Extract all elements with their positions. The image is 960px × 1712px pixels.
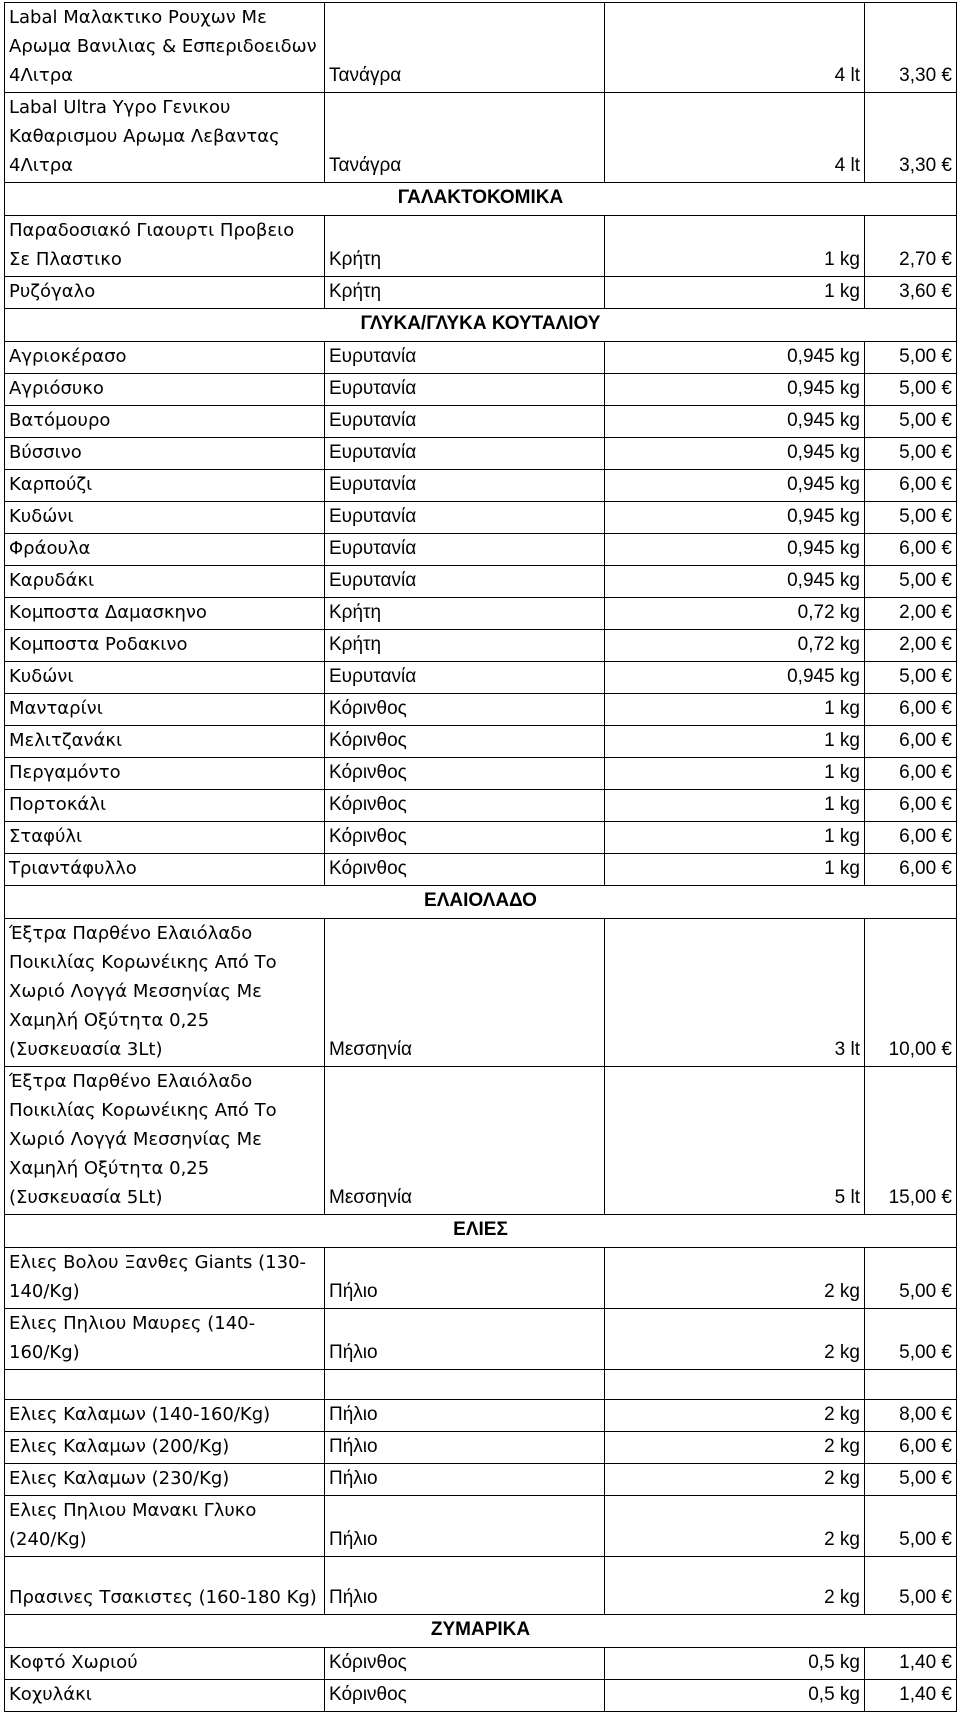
price-cell: 6,00 €	[865, 854, 957, 886]
origin-cell: Τανάγρα	[325, 93, 605, 183]
product-name-cell: Labal Μαλακτικο Ρουχων Με Αρωμα Βανιλιας & Εσπεριδοειδων 4Λιτρα	[5, 3, 325, 93]
origin-cell: Κόρινθος	[325, 726, 605, 758]
origin-cell: Ευρυτανία	[325, 502, 605, 534]
table-row	[5, 694, 957, 726]
table-row	[5, 790, 957, 822]
quantity-cell: 0,945 kg	[605, 534, 865, 566]
origin-cell: Κόρινθος	[325, 694, 605, 726]
origin-cell: Ευρυτανία	[325, 438, 605, 470]
price-cell: 5,00 €	[865, 1496, 957, 1557]
price-cell: 5,00 €	[865, 342, 957, 374]
section-title: ΕΛΙΕΣ	[5, 1215, 957, 1248]
table-row	[5, 534, 957, 566]
price-cell: 8,00 €	[865, 1400, 957, 1432]
quantity-cell: 0,945 kg	[605, 438, 865, 470]
origin-cell: Κόρινθος	[325, 1680, 605, 1712]
price-cell: 6,00 €	[865, 790, 957, 822]
price-cell: 5,00 €	[865, 566, 957, 598]
quantity-cell: 0,945 kg	[605, 374, 865, 406]
product-name-cell: Αγριοκέρασο	[5, 342, 325, 374]
product-name-cell: Κυδώνι	[5, 502, 325, 534]
table-row	[5, 374, 957, 406]
price-cell: 2,70 €	[865, 216, 957, 277]
origin-cell: Πήλιο	[325, 1248, 605, 1309]
origin-cell: Τανάγρα	[325, 3, 605, 93]
price-cell: 6,00 €	[865, 758, 957, 790]
price-cell: 5,00 €	[865, 502, 957, 534]
table-row	[5, 1432, 957, 1464]
quantity-cell: 2 kg	[605, 1309, 865, 1370]
quantity-cell: 1 kg	[605, 726, 865, 758]
table-row	[5, 277, 957, 309]
origin-cell: Ευρυτανία	[325, 662, 605, 694]
quantity-cell: 2 kg	[605, 1400, 865, 1432]
quantity-cell: 0,945 kg	[605, 502, 865, 534]
quantity-cell: 4 lt	[605, 93, 865, 183]
quantity-cell: 2 kg	[605, 1557, 865, 1615]
product-name-cell: Καρπούζι	[5, 470, 325, 502]
quantity-cell: 2 kg	[605, 1248, 865, 1309]
product-name-cell: Βύσσινο	[5, 438, 325, 470]
quantity-cell: 0,72 kg	[605, 598, 865, 630]
product-name-cell: Κομποστα Ροδακινο	[5, 630, 325, 662]
origin-cell: Ευρυτανία	[325, 406, 605, 438]
table-row	[5, 758, 957, 790]
quantity-cell: 0,945 kg	[605, 342, 865, 374]
table-row	[5, 598, 957, 630]
product-name-cell: Κοχυλάκι	[5, 1680, 325, 1712]
quantity-cell: 0,945 kg	[605, 662, 865, 694]
table-row	[5, 406, 957, 438]
price-cell: 5,00 €	[865, 406, 957, 438]
quantity-cell: 2 kg	[605, 1432, 865, 1464]
quantity-cell: 0,5 kg	[605, 1680, 865, 1712]
origin-cell: Πήλιο	[325, 1557, 605, 1615]
product-name-cell: Κοφτό Χωριού	[5, 1648, 325, 1680]
table-row	[5, 854, 957, 886]
product-name-cell: Πορτοκάλι	[5, 790, 325, 822]
origin-cell: Πήλιο	[325, 1400, 605, 1432]
table-row	[5, 822, 957, 854]
table-row	[5, 1400, 957, 1432]
product-name-cell: Παραδοσιακό Γιαουρτι Προβειο Σε Πλαστικο	[5, 216, 325, 277]
quantity-cell: 1 kg	[605, 216, 865, 277]
origin-cell: Κρήτη	[325, 630, 605, 662]
price-cell: 5,00 €	[865, 1248, 957, 1309]
origin-cell: Πήλιο	[325, 1309, 605, 1370]
price-cell: 2,00 €	[865, 630, 957, 662]
table-row	[5, 1464, 957, 1496]
quantity-cell: 0,945 kg	[605, 470, 865, 502]
origin-cell: Ευρυτανία	[325, 534, 605, 566]
product-name-cell: Τριαντάφυλλο	[5, 854, 325, 886]
product-name-cell: Πρασινες Τσακιστες (160-180 Kg)	[5, 1557, 325, 1615]
table-row	[5, 919, 957, 1067]
price-cell: 6,00 €	[865, 694, 957, 726]
quantity-cell: 0,945 kg	[605, 406, 865, 438]
quantity-cell: 1 kg	[605, 790, 865, 822]
product-name-cell: Labal Ultra Υγρο Γενικου Καθαρισμου Αρωμα Λεβαντας 4Λιτρα	[5, 93, 325, 183]
origin-cell: Κόρινθος	[325, 790, 605, 822]
quantity-cell: 1 kg	[605, 758, 865, 790]
section-header-row	[5, 886, 957, 919]
origin-cell	[325, 1370, 605, 1400]
table-row	[5, 662, 957, 694]
origin-cell: Μεσσηνία	[325, 919, 605, 1067]
quantity-cell: 1 kg	[605, 694, 865, 726]
product-name-cell: Ρυζόγαλο	[5, 277, 325, 309]
product-name-cell: Ελιες Πηλιου Μαυρες (140-160/Kg)	[5, 1309, 325, 1370]
price-cell: 6,00 €	[865, 822, 957, 854]
quantity-cell: 3 lt	[605, 919, 865, 1067]
table-row	[5, 93, 957, 183]
table-row	[5, 566, 957, 598]
price-cell: 6,00 €	[865, 726, 957, 758]
price-cell: 6,00 €	[865, 470, 957, 502]
product-name-cell: Κομποστα Δαμασκηνο	[5, 598, 325, 630]
product-name-cell: Ελιες Καλαμων (140-160/Kg)	[5, 1400, 325, 1432]
section-title: ΓΑΛΑΚΤΟΚΟΜΙΚΑ	[5, 183, 957, 216]
origin-cell: Πήλιο	[325, 1496, 605, 1557]
table-row	[5, 726, 957, 758]
price-cell: 15,00 €	[865, 1067, 957, 1215]
price-cell: 5,00 €	[865, 374, 957, 406]
price-cell: 1,40 €	[865, 1680, 957, 1712]
origin-cell: Ευρυτανία	[325, 342, 605, 374]
price-list-body	[5, 3, 957, 1712]
price-cell: 5,00 €	[865, 1309, 957, 1370]
price-cell: 10,00 €	[865, 919, 957, 1067]
table-row	[5, 3, 957, 93]
origin-cell: Κόρινθος	[325, 1648, 605, 1680]
price-cell: 3,30 €	[865, 3, 957, 93]
section-header-row	[5, 1215, 957, 1248]
price-cell: 5,00 €	[865, 438, 957, 470]
product-name-cell: Περγαμόντο	[5, 758, 325, 790]
table-row	[5, 1680, 957, 1712]
table-row	[5, 1309, 957, 1370]
origin-cell: Ευρυτανία	[325, 566, 605, 598]
quantity-cell: 2 kg	[605, 1464, 865, 1496]
product-name-cell: Έξτρα Παρθένο Ελαιόλαδο Ποικιλίας Κορωνέικης Από Το Χωριό Λογγά Μεσσηνίας Με Χαμηλή Οξύτητα 0,25 (Συσκευασία 5Lt)	[5, 1067, 325, 1215]
price-cell: 6,00 €	[865, 534, 957, 566]
table-row	[5, 438, 957, 470]
section-title: ΖΥΜΑΡΙΚΑ	[5, 1615, 957, 1648]
table-row	[5, 1370, 957, 1400]
product-name-cell: Έξτρα Παρθένο Ελαιόλαδο Ποικιλίας Κορωνέικης Από Το Χωριό Λογγά Μεσσηνίας Με Χαμηλή Οξύτητα 0,25 (Συσκευασία 3Lt)	[5, 919, 325, 1067]
product-name-cell: Σταφύλι	[5, 822, 325, 854]
quantity-cell: 0,72 kg	[605, 630, 865, 662]
table-row	[5, 470, 957, 502]
product-name-cell: Ελιες Καλαμων (200/Kg)	[5, 1432, 325, 1464]
product-name-cell: Ελιες Βολου Ξανθες Giants (130-140/Kg)	[5, 1248, 325, 1309]
origin-cell: Κρήτη	[325, 216, 605, 277]
product-name-cell: Κυδώνι	[5, 662, 325, 694]
section-header-row	[5, 183, 957, 216]
origin-cell: Κόρινθος	[325, 854, 605, 886]
price-cell: 3,30 €	[865, 93, 957, 183]
origin-cell: Κρήτη	[325, 598, 605, 630]
product-name-cell: Μανταρίνι	[5, 694, 325, 726]
product-name-cell: Φράουλα	[5, 534, 325, 566]
origin-cell: Πήλιο	[325, 1432, 605, 1464]
quantity-cell: 5 lt	[605, 1067, 865, 1215]
product-name-cell: Βατόμουρο	[5, 406, 325, 438]
quantity-cell	[605, 1370, 865, 1400]
table-row	[5, 216, 957, 277]
quantity-cell: 0,945 kg	[605, 566, 865, 598]
product-name-cell	[5, 1370, 325, 1400]
quantity-cell: 0,5 kg	[605, 1648, 865, 1680]
table-row	[5, 1557, 957, 1615]
origin-cell: Ευρυτανία	[325, 374, 605, 406]
origin-cell: Πήλιο	[325, 1464, 605, 1496]
section-header-row	[5, 1615, 957, 1648]
price-cell: 1,40 €	[865, 1648, 957, 1680]
product-name-cell: Αγριόσυκο	[5, 374, 325, 406]
section-header-row	[5, 309, 957, 342]
price-cell: 6,00 €	[865, 1432, 957, 1464]
product-name-cell: Μελιτζανάκι	[5, 726, 325, 758]
table-row	[5, 1067, 957, 1215]
origin-cell: Ευρυτανία	[325, 470, 605, 502]
quantity-cell: 1 kg	[605, 822, 865, 854]
quantity-cell: 2 kg	[605, 1496, 865, 1557]
quantity-cell: 1 kg	[605, 277, 865, 309]
price-cell: 5,00 €	[865, 662, 957, 694]
origin-cell: Μεσσηνία	[325, 1067, 605, 1215]
section-title: ΓΛΥΚΑ/ΓΛΥΚΑ ΚΟΥΤΑΛΙΟΥ	[5, 309, 957, 342]
table-row	[5, 1496, 957, 1557]
price-cell: 3,60 €	[865, 277, 957, 309]
product-name-cell: Ελιες Καλαμων (230/Kg)	[5, 1464, 325, 1496]
origin-cell: Κόρινθος	[325, 758, 605, 790]
table-row	[5, 1648, 957, 1680]
table-row	[5, 1248, 957, 1309]
price-cell	[865, 1370, 957, 1400]
price-list-table	[4, 2, 957, 1712]
price-cell: 2,00 €	[865, 598, 957, 630]
section-title: ΕΛΑΙΟΛΑΔΟ	[5, 886, 957, 919]
quantity-cell: 4 lt	[605, 3, 865, 93]
table-row	[5, 342, 957, 374]
product-name-cell: Καρυδάκι	[5, 566, 325, 598]
origin-cell: Κόρινθος	[325, 822, 605, 854]
table-row	[5, 630, 957, 662]
origin-cell: Κρήτη	[325, 277, 605, 309]
product-name-cell: Ελιες Πηλιου Μανακι Γλυκο (240/Kg)	[5, 1496, 325, 1557]
price-cell: 5,00 €	[865, 1464, 957, 1496]
quantity-cell: 1 kg	[605, 854, 865, 886]
price-cell: 5,00 €	[865, 1557, 957, 1615]
table-row	[5, 502, 957, 534]
